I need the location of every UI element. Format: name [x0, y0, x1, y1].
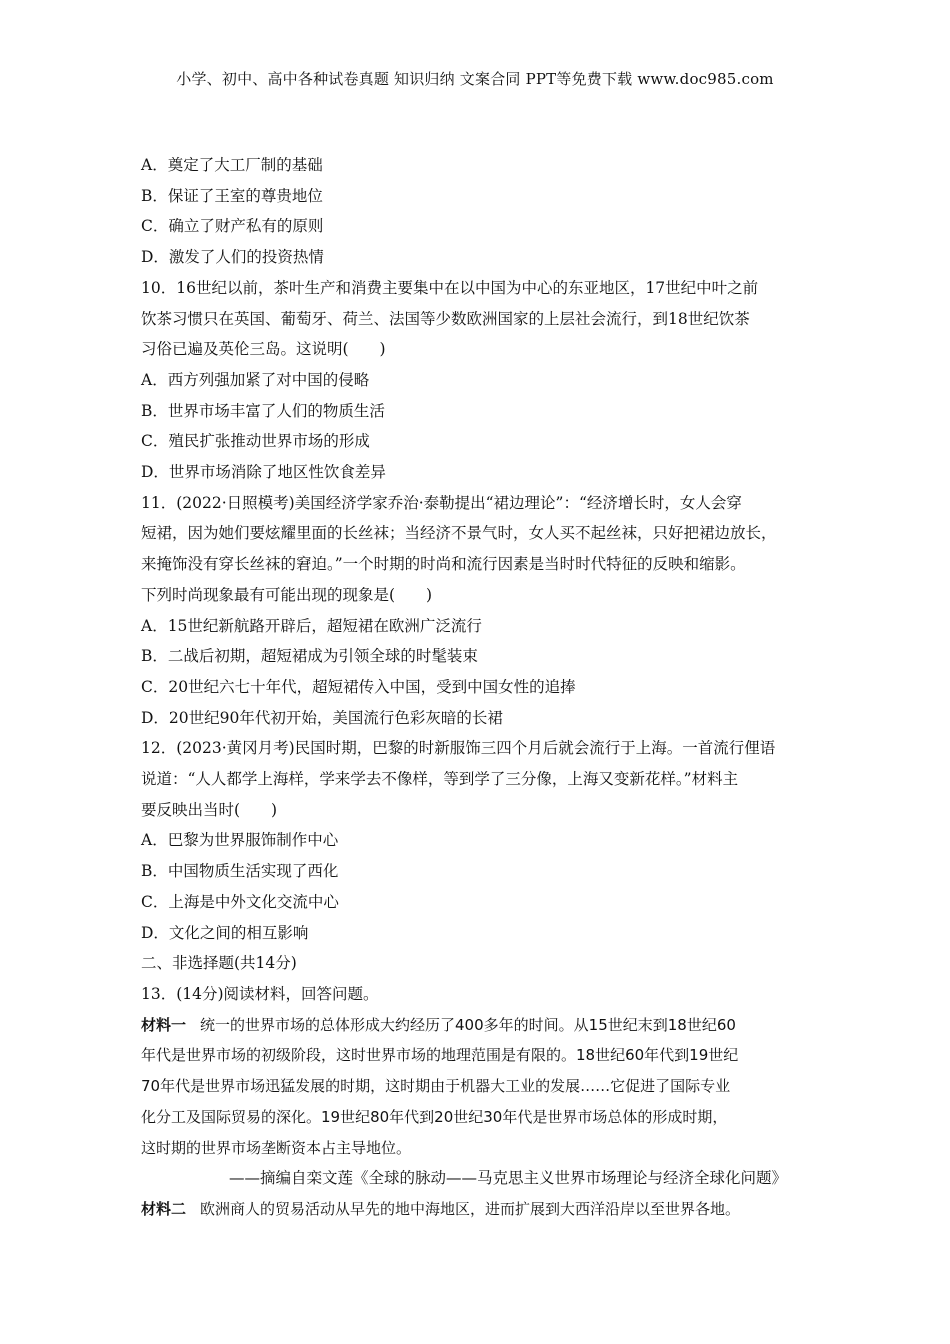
question-content: [141, 150, 821, 1225]
q12-stem-line: 12．(2023·黄冈月考)民国时期，巴黎的时新服饰三四个月后就会流行于上海。一首流行俚语: [141, 739, 776, 758]
q10-stem-line: 饮茶习惯只在英国、葡萄牙、荷兰、法国等少数欧洲国家的上层社会流行，到18世纪饮茶: [141, 309, 750, 328]
q10-option-b[interactable]: B．世界市场丰富了人们的物质生活: [141, 401, 385, 420]
material-1-source: ——摘编自栾文莲《全球的脉动——马克思主义世界市场理论与经济全球化问题》: [229, 1169, 788, 1188]
material-2-label: 材料二: [141, 1199, 187, 1218]
q9-option-a[interactable]: A．奠定了大工厂制的基础: [141, 156, 323, 174]
q12-option-c[interactable]: C．上海是中外文化交流中心: [141, 892, 339, 911]
question-13: [141, 979, 821, 1225]
q12-option-b[interactable]: B．中国物质生活实现了西化: [141, 862, 339, 881]
material-1-line: 这时期的世界市场垄断资本占主导地位。: [141, 1138, 412, 1157]
material-1-line: 化分工及国际贸易的深化。19世纪80年代到20世纪30年代是世界市场总体的形成时期，: [141, 1107, 728, 1126]
q10-option-c[interactable]: C．殖民扩张推动世界市场的形成: [141, 432, 370, 451]
material-2-text: 欧洲商人的贸易活动从早先的地中海地区，进而扩展到大西洋沿岸以至世界各地。: [200, 1199, 741, 1218]
material-1-first-line: [141, 1010, 821, 1041]
q12-option-d[interactable]: D．文化之间的相互影响: [141, 923, 309, 942]
q10-option-a[interactable]: A．西方列强加紧了对中国的侵略: [141, 370, 370, 389]
q11-option-c[interactable]: C．20世纪六七十年代，超短裙传入中国，受到中国女性的追捧: [141, 677, 576, 696]
q11-option-b[interactable]: B．二战后初期，超短裙成为引领全球的时髦装束: [141, 647, 478, 666]
page-header: 小学、初中、高中各种试卷真题 知识归纳 文案合同 PPT等免费下载 www.doc985.com: [176, 70, 774, 88]
q11-stem-line: 11．(2022·日照模考)美国经济学家乔治·泰勒提出“裙边理论”：“经济增长时，女人会穿: [141, 493, 742, 512]
q12-stem-line: 说道：“人人都学上海样，学来学去不像样，等到学了三分像，上海又变新花样。”材料主: [141, 770, 739, 789]
material-1-line: 年代是世界市场的初级阶段，这时世界市场的地理范围是有限的。18世纪60年代到19世纪: [141, 1046, 739, 1065]
q11-stem-line: 短裙，因为她们要炫耀里面的长丝袜；当经济不景气时，女人买不起丝袜，只好把裙边放长，: [141, 524, 777, 543]
q9-option-d[interactable]: D．激发了人们的投资热情: [141, 248, 324, 267]
question-12: [141, 733, 821, 948]
q10-stem-line: 10．16世纪以前，茶叶生产和消费主要集中在以中国为中心的东亚地区，17世纪中叶之前: [141, 278, 759, 297]
question-10: [141, 273, 821, 488]
q11-stem-line: 来掩饰没有穿长丝袜的窘迫。”一个时期的时尚和流行因素是当时时代特征的反映和缩影。: [141, 555, 746, 574]
q10-option-d[interactable]: D．世界市场消除了地区性饮食差异: [141, 463, 386, 482]
question-11: [141, 488, 821, 734]
material-1-text: 统一的世界市场的总体形成大约经历了400多年的时间。从15世纪末到18世纪60: [200, 1015, 736, 1034]
section-2-title: 二、非选择题(共14分): [141, 954, 297, 973]
q11-option-d[interactable]: D．20世纪90年代初开始，美国流行色彩灰暗的长裙: [141, 708, 503, 727]
q9-option-c[interactable]: C．确立了财产私有的原则: [141, 217, 324, 236]
q10-stem-line: 习俗已遍及英伦三岛。这说明( ): [141, 340, 386, 359]
q13-stem: 13．(14分)阅读材料，回答问题。: [141, 984, 379, 1003]
q12-option-a[interactable]: A．巴黎为世界服饰制作中心: [141, 831, 339, 850]
q9-options: [141, 150, 821, 273]
q11-option-a[interactable]: A．15世纪新航路开辟后，超短裙在欧洲广泛流行: [141, 616, 482, 635]
q11-stem-line: 下列时尚现象最有可能出现的现象是( ): [141, 585, 433, 604]
q9-option-b[interactable]: B．保证了王室的尊贵地位: [141, 186, 323, 205]
q12-stem-line: 要反映出当时( ): [141, 800, 278, 819]
material-2-line: [141, 1194, 821, 1225]
material-1-label: 材料一: [141, 1015, 187, 1034]
material-1-line: 70年代是世界市场迅猛发展的时期，这时期由于机器大工业的发展……它促进了国际专业: [141, 1077, 731, 1096]
